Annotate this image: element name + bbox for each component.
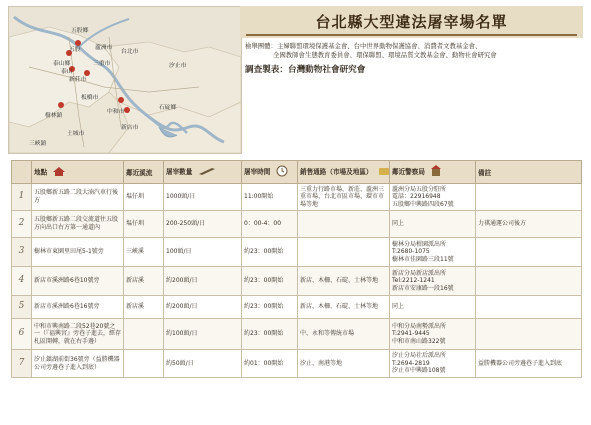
cell-quantity: 100頭/日 bbox=[164, 238, 242, 267]
cell-police: 樹林分局柑園派出所 T:2680-1075 樹林市佳園路三段11號 bbox=[390, 238, 476, 267]
cell-time: 約23：00開始 bbox=[242, 296, 298, 319]
map-label-luzhou: 蘆洲市 bbox=[95, 45, 113, 51]
header-police-label: 鄰近警察局 bbox=[392, 168, 425, 176]
map-label-sanxia: 三峽鎮 bbox=[29, 141, 47, 147]
map-label-xizhi: 汐止市 bbox=[169, 63, 187, 69]
header-num bbox=[12, 161, 32, 184]
title-underline bbox=[246, 34, 577, 36]
table-row bbox=[12, 211, 582, 238]
cell-sales bbox=[298, 238, 390, 267]
cell-location: 樹林市東園里田尾5-1號旁 bbox=[32, 238, 124, 267]
header-location-label: 地點 bbox=[34, 168, 48, 176]
table-row bbox=[12, 238, 582, 267]
cell-quantity: 1000頭/日 bbox=[164, 184, 242, 211]
cell-sales: 中、永和等傳統市場 bbox=[298, 319, 390, 350]
header-river: 鄰近溪流 bbox=[124, 161, 164, 184]
map-label-taishan-small: 泰山 bbox=[61, 69, 73, 75]
map-label-sanchong: 三重市 bbox=[93, 61, 111, 67]
cell-time: 約23：00開始 bbox=[242, 238, 298, 267]
map-label-shiding: 石碇鄉 bbox=[159, 105, 177, 111]
map-label-wugu: 五股鄉 bbox=[71, 28, 89, 34]
header-note: 備註 bbox=[476, 161, 582, 184]
cell-sales: 新店、木柵、石碇、士林等地 bbox=[298, 267, 390, 296]
cell-sales: 三重力行路市場、新莊、蘆洲三重市場、台北市區市場、環市市場等地 bbox=[298, 184, 390, 211]
row-number: 4 bbox=[12, 267, 32, 296]
map-label-taishan: 泰山鄉 bbox=[53, 61, 71, 67]
table-row bbox=[12, 184, 582, 211]
page-title: 台北縣大型違法屠宰場名單 bbox=[315, 13, 508, 31]
cell-river bbox=[124, 319, 164, 350]
header-police bbox=[390, 161, 476, 184]
row-number: 5 bbox=[12, 296, 32, 319]
money-icon bbox=[378, 166, 390, 178]
cell-note bbox=[476, 238, 582, 267]
cell-note bbox=[476, 267, 582, 296]
location-map bbox=[8, 6, 242, 154]
table-row bbox=[12, 296, 582, 319]
cell-quantity: 200-250頭/日 bbox=[164, 211, 242, 238]
map-label-shulin: 樹林鎮 bbox=[45, 113, 63, 119]
cell-time: 約23：00開始 bbox=[242, 267, 298, 296]
header-sales bbox=[298, 161, 390, 184]
map-label-wugu-small: 五股 bbox=[69, 47, 81, 53]
knife-icon bbox=[198, 166, 216, 178]
cell-note: 益勝機器公司旁邊巷子進入到底 bbox=[476, 350, 582, 378]
cell-location: 五股鄉新五路二段交流道往五股方向出口右方第一通道內 bbox=[32, 211, 124, 238]
house-icon bbox=[52, 166, 66, 179]
header-time bbox=[242, 161, 298, 184]
police-station-icon bbox=[430, 165, 442, 179]
cell-location: 汐止鎮湖前街36號旁（益勝機器公司旁邊巷子進入到底） bbox=[32, 350, 124, 378]
row-number: 3 bbox=[12, 238, 32, 267]
cell-time: 11:00開始 bbox=[242, 184, 298, 211]
cell-note bbox=[476, 296, 582, 319]
cell-time: 約23：00開始 bbox=[242, 319, 298, 350]
cell-river: 新店溪 bbox=[124, 267, 164, 296]
map-label-xinzhuang: 新莊市 bbox=[69, 77, 87, 83]
investigator-line: 調查製表：台灣動物社會研究會 bbox=[245, 64, 366, 75]
row-number: 6 bbox=[12, 319, 32, 350]
cell-sales bbox=[298, 211, 390, 238]
cell-location: 新店市溪洲路6巷10號旁 bbox=[32, 267, 124, 296]
cell-location: 五股鄉新五路二段大湳汽車行後方 bbox=[32, 184, 124, 211]
cell-river: 三峽溪 bbox=[124, 238, 164, 267]
row-number: 1 bbox=[12, 184, 32, 211]
cell-quantity: 約50頭/日 bbox=[164, 350, 242, 378]
cell-quantity: 約200頭/日 bbox=[164, 267, 242, 296]
cell-quantity: 約200頭/日 bbox=[164, 296, 242, 319]
table-row bbox=[12, 350, 582, 378]
cell-police: 中和分局南勢派出所 T:2941-9445 中和市南山路322號 bbox=[390, 319, 476, 350]
header-quantity-label: 屠宰數量 bbox=[166, 168, 193, 176]
cell-police: 同上 bbox=[390, 296, 476, 319]
row-number: 2 bbox=[12, 211, 32, 238]
table-row bbox=[12, 267, 582, 296]
slaughterhouse-table bbox=[11, 160, 582, 378]
map-graphic bbox=[9, 7, 241, 153]
cell-river: 塭仔圳 bbox=[124, 184, 164, 211]
cell-river: 新店溪 bbox=[124, 296, 164, 319]
cell-note bbox=[476, 184, 582, 211]
cell-police: 同上 bbox=[390, 211, 476, 238]
table-row bbox=[12, 319, 582, 350]
map-label-zhonghe: 中和市 bbox=[107, 109, 125, 115]
cell-river: 塭仔圳 bbox=[124, 211, 164, 238]
table-header-row bbox=[12, 161, 582, 184]
cell-location: 新店市溪洲路6巷16號旁 bbox=[32, 296, 124, 319]
cell-police: 蘆洲分局五股分駐所 電話：22916948 五股鄉中興路四段67號 bbox=[390, 184, 476, 211]
cell-time: 0：00-4：00 bbox=[242, 211, 298, 238]
cell-quantity: 約100頭/日 bbox=[164, 319, 242, 350]
info-line-2: 全國教師會生態教育委員會、環保聯盟、環境品質文教基金會、動物社會研究會 bbox=[273, 51, 497, 60]
cell-police: 新店分局新店派出所 Tel:2212-1241 新店市安康路一段16號 bbox=[390, 267, 476, 296]
row-number: 7 bbox=[12, 350, 32, 378]
header-location bbox=[32, 161, 124, 184]
info-line-1: 檢舉團體：主婦聯盟環境保護基金會、台中世界動物保護協會、消費者文教基金會、 bbox=[245, 42, 482, 50]
cell-river bbox=[124, 350, 164, 378]
cell-sales: 汐止、南港等地 bbox=[298, 350, 390, 378]
header-time-label: 屠宰時間 bbox=[244, 168, 271, 176]
cell-location: 中和市興南路二段52巷20號之一（『福興宮』旁巷子進去，經存札區開轉，就在右手邊） bbox=[32, 319, 124, 350]
cell-sales: 新店、木柵、石碇、士林等地 bbox=[298, 296, 390, 319]
cell-police: 汐止分局社后派出所 T:2694-2819 汐止市中興路108號 bbox=[390, 350, 476, 378]
clock-icon bbox=[276, 165, 288, 179]
map-label-tucheng: 土城市 bbox=[67, 131, 85, 137]
header-sales-label: 銷售通路（市場及地區） bbox=[300, 168, 373, 176]
map-label-banqiao: 板橋市 bbox=[81, 95, 99, 101]
title-band bbox=[240, 6, 583, 38]
map-label-taipei: 台北市 bbox=[121, 49, 139, 55]
cell-note bbox=[476, 319, 582, 350]
map-label-xindian: 新店市 bbox=[121, 125, 139, 131]
cell-time: 約01：00開始 bbox=[242, 350, 298, 378]
header-quantity bbox=[164, 161, 242, 184]
cell-note: 力祺通運公司後方 bbox=[476, 211, 582, 238]
info-block bbox=[245, 42, 583, 76]
